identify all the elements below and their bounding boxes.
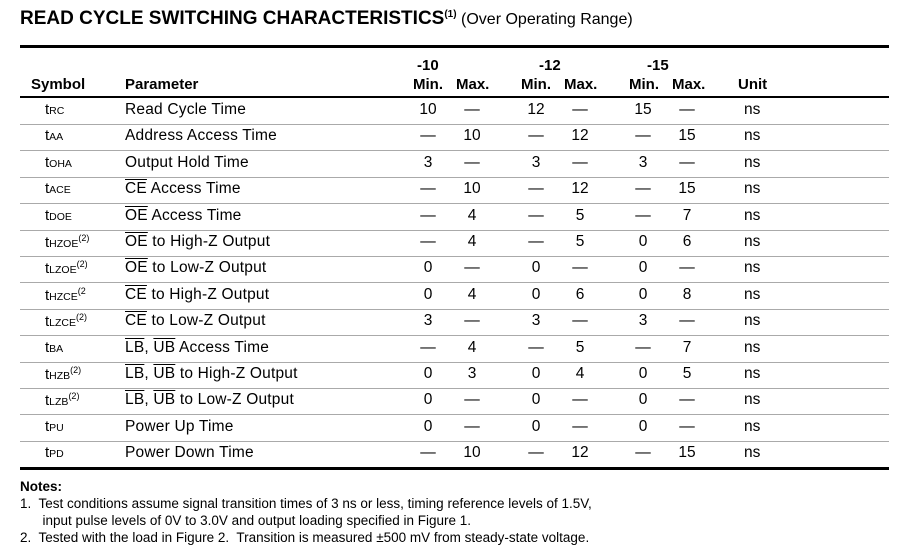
max-value: 5 <box>575 338 585 356</box>
min-value: 3 <box>531 153 541 171</box>
symbol-t: t <box>45 101 50 118</box>
min-value: 0 <box>423 417 433 435</box>
note-1-line-2: input pulse levels of 0V to 3.0V and output loading specified in Figure 1. <box>20 513 472 528</box>
symbol-t: t <box>45 153 50 171</box>
table-row <box>20 415 889 441</box>
min-value: 0 <box>638 417 648 435</box>
table-row <box>20 124 889 150</box>
title-footnote-ref: (1) <box>444 9 457 20</box>
max-value: 15 <box>678 180 696 198</box>
max-value: 6 <box>575 285 585 303</box>
max-value: — <box>572 259 588 277</box>
symbol-t: t <box>45 286 50 304</box>
min-value: 0 <box>638 233 648 250</box>
unit-cell: ns <box>744 365 761 382</box>
parameter-cell <box>125 365 298 383</box>
symbol-cell <box>45 154 72 171</box>
header-max-15: Max. <box>672 76 706 93</box>
symbol-t: t <box>45 417 50 435</box>
unit-cell: ns <box>744 338 761 356</box>
parameter-text: , <box>144 391 154 409</box>
active-low-signal: $\overline{CE}$ <box>125 312 147 330</box>
symbol-subscript: HZCE <box>49 290 78 303</box>
parameter-cell <box>125 154 249 172</box>
min-value: 0 <box>638 259 648 277</box>
active-low-signal: $\overline{OE}$ <box>125 206 148 224</box>
symbol-t: t <box>45 260 50 278</box>
active-low-signal: $\overline{OE}$ <box>125 259 148 277</box>
active-low-signal: $\overline{UB}$ <box>153 391 176 409</box>
symbol-cell <box>45 444 64 461</box>
header-min-10: Min. <box>413 76 443 93</box>
parameter-text: Access Time <box>147 206 242 224</box>
max-value: 10 <box>463 127 481 145</box>
min-value: — <box>420 127 436 145</box>
max-value: 4 <box>467 233 477 250</box>
min-value: — <box>635 180 651 198</box>
parameter-text: , <box>144 338 154 356</box>
notes <box>20 478 592 546</box>
unit-cell: ns <box>744 101 761 118</box>
parameter-cell <box>125 418 234 436</box>
unit-cell: ns <box>744 180 761 198</box>
parameter-text: to Low-Z Output <box>175 391 294 409</box>
max-value: — <box>464 259 480 277</box>
table-row <box>20 204 889 230</box>
symbol-subscript: HZB <box>49 370 71 382</box>
unit-cell: ns <box>744 206 761 224</box>
min-value: 10 <box>419 101 437 118</box>
parameter-text: to High-Z Output <box>146 285 270 303</box>
min-value: 3 <box>638 312 648 330</box>
max-value: 12 <box>571 444 589 462</box>
min-value: 0 <box>423 391 433 409</box>
unit-cell: ns <box>744 285 761 303</box>
symbol-t: t <box>45 392 50 410</box>
note-2: 2. Tested with the load in Figure 2. Transition is measured ±500 mV from steady-state voltage. <box>20 530 590 545</box>
max-value: 10 <box>463 180 481 198</box>
max-value: — <box>679 101 695 118</box>
symbol-cell <box>45 286 86 304</box>
symbol-subscript: ACE <box>49 184 71 197</box>
parameter-text: to Low-Z Output <box>147 259 267 277</box>
max-value: — <box>464 101 480 118</box>
bottom-rule <box>20 467 889 470</box>
max-value: — <box>679 259 695 277</box>
symbol-cell <box>45 259 88 277</box>
min-value: — <box>420 338 436 356</box>
symbol-cell <box>45 127 63 144</box>
symbol-cell <box>45 101 64 118</box>
symbol-cell <box>45 365 81 383</box>
symbol-footnote-ref: (2 <box>77 285 86 296</box>
symbol-cell <box>45 233 89 251</box>
max-value: — <box>679 312 695 330</box>
max-value: — <box>679 153 695 171</box>
min-value: 0 <box>531 417 541 435</box>
parameter-text: Read Cycle Time <box>125 101 247 118</box>
max-value: 4 <box>467 285 477 303</box>
table-row <box>20 256 889 282</box>
unit-cell: ns <box>744 444 761 462</box>
symbol-subscript: LZB <box>49 396 69 409</box>
parameter-cell <box>125 207 242 225</box>
parameter-cell <box>125 101 246 119</box>
max-value: 5 <box>575 206 585 224</box>
max-value: 15 <box>678 444 696 462</box>
parameter-cell <box>125 233 270 251</box>
max-value: — <box>572 153 588 171</box>
table-row <box>20 177 889 203</box>
speed-grade-15: -15 <box>647 57 669 74</box>
symbol-t: t <box>45 366 50 383</box>
min-value: 3 <box>531 312 541 330</box>
symbol-subscript: LZCE <box>49 317 77 330</box>
min-value: 0 <box>638 365 648 382</box>
symbol-footnote-ref: (2) <box>68 391 80 402</box>
symbol-cell <box>45 391 79 409</box>
min-value: 0 <box>423 259 433 277</box>
unit-cell: ns <box>744 312 761 330</box>
min-value: 12 <box>527 101 545 118</box>
active-low-signal: $\overline{CE}$ <box>125 285 147 303</box>
header-min-15: Min. <box>629 76 659 93</box>
max-value: 8 <box>682 285 692 303</box>
symbol-t: t <box>45 338 50 356</box>
max-value: — <box>464 417 480 435</box>
min-value: — <box>635 206 651 224</box>
symbol-t: t <box>45 206 50 224</box>
symbol-footnote-ref: (2) <box>76 312 88 323</box>
min-value: — <box>635 444 651 462</box>
min-value: — <box>528 127 544 145</box>
notes-title: Notes: <box>20 479 63 494</box>
max-value: 6 <box>682 233 692 250</box>
parameter-text: , <box>144 365 154 382</box>
symbol-subscript: PU <box>49 421 64 434</box>
min-value: — <box>528 180 544 198</box>
parameter-cell <box>125 339 269 357</box>
symbol-subscript: DOE <box>49 210 72 223</box>
symbol-footnote-ref: (2) <box>78 233 90 243</box>
note-1-line-1: 1. Test conditions assume signal transition times of 3 ns or less, timing reference levels of 1.5V, <box>20 496 592 511</box>
max-value: 4 <box>467 206 477 224</box>
symbol-cell <box>45 418 64 435</box>
min-value: — <box>420 444 436 462</box>
unit-cell: ns <box>744 417 761 435</box>
speed-grade-10: -10 <box>417 57 439 74</box>
min-value: 0 <box>531 285 541 303</box>
unit-cell: ns <box>744 153 761 171</box>
symbol-cell <box>45 207 72 224</box>
symbol-t: t <box>45 444 50 462</box>
table-row <box>20 362 889 388</box>
min-value: 3 <box>423 312 433 330</box>
min-value: — <box>528 233 544 250</box>
parameter-text: to High-Z Output <box>147 233 271 250</box>
min-value: 15 <box>634 101 652 118</box>
header-min-12: Min. <box>521 76 551 93</box>
min-value: 3 <box>423 153 433 171</box>
title-main: READ CYCLE SWITCHING CHARACTERISTICS <box>20 8 445 29</box>
active-low-signal: $\overline{OE}$ <box>125 233 148 250</box>
parameter-cell <box>125 180 241 198</box>
parameter-text: Power Up Time <box>125 417 234 435</box>
min-value: — <box>528 444 544 462</box>
parameter-cell <box>125 259 266 277</box>
symbol-cell <box>45 180 71 197</box>
min-value: 0 <box>638 285 648 303</box>
active-low-signal: $\overline{CE}$ <box>125 180 147 198</box>
unit-cell: ns <box>744 259 761 277</box>
table-row <box>20 336 889 362</box>
table-row <box>20 309 889 335</box>
min-value: — <box>420 233 436 250</box>
parameter-text: to Low-Z Output <box>146 312 266 330</box>
max-value: — <box>464 391 480 409</box>
parameter-text: Output Hold Time <box>125 153 249 171</box>
title-subtitle: (Over Operating Range) <box>461 11 633 28</box>
parameter-text: Access Time <box>146 180 241 198</box>
symbol-footnote-ref: (2) <box>76 259 88 270</box>
header-unit: Unit <box>738 76 768 93</box>
parameter-text: Power Down Time <box>125 444 254 462</box>
active-low-signal: $\overline{LB}$ <box>125 365 145 382</box>
min-value: 0 <box>531 391 541 409</box>
unit-cell: ns <box>744 233 761 250</box>
active-low-signal: $\overline{LB}$ <box>125 338 145 356</box>
table-row <box>20 283 889 309</box>
max-value: 7 <box>682 338 692 356</box>
max-value: 5 <box>682 365 692 382</box>
top-rule <box>20 45 889 48</box>
max-value: 5 <box>575 233 585 250</box>
symbol-t: t <box>45 234 50 251</box>
symbol-cell <box>45 339 63 356</box>
max-value: — <box>572 101 588 118</box>
min-value: — <box>635 127 651 145</box>
parameter-text: Address Access Time <box>125 127 277 145</box>
symbol-subscript: BA <box>49 342 64 355</box>
max-value: 4 <box>575 365 585 382</box>
symbol-subscript: AA <box>49 131 64 144</box>
min-value: — <box>420 180 436 198</box>
active-low-signal: $\overline{UB}$ <box>153 365 176 382</box>
parameter-cell <box>125 312 266 330</box>
header-symbol: Symbol <box>31 76 86 93</box>
active-low-signal: $\overline{LB}$ <box>125 391 145 409</box>
table-row <box>20 98 889 124</box>
max-value: 12 <box>571 127 589 145</box>
header-parameter: Parameter <box>125 76 199 93</box>
symbol-subscript: HZOE <box>49 238 79 250</box>
table-row <box>20 388 889 414</box>
max-value: 15 <box>678 127 696 145</box>
parameter-cell <box>125 391 294 409</box>
max-value: — <box>572 417 588 435</box>
symbol-subscript: RC <box>49 105 65 117</box>
unit-cell: ns <box>744 127 761 145</box>
header-max-10: Max. <box>456 76 490 93</box>
parameter-text: Access Time <box>175 338 270 356</box>
symbol-t: t <box>45 313 50 331</box>
max-value: 7 <box>682 206 692 224</box>
max-value: 3 <box>467 365 477 382</box>
symbol-t: t <box>45 127 50 145</box>
parameter-text: to High-Z Output <box>175 365 298 382</box>
max-value: — <box>572 391 588 409</box>
table-row <box>20 441 889 467</box>
max-value: — <box>464 312 480 330</box>
speed-grade-12: -12 <box>539 57 561 74</box>
min-value: 0 <box>423 285 433 303</box>
max-value: — <box>679 391 695 409</box>
min-value: — <box>420 206 436 224</box>
min-value: — <box>528 206 544 224</box>
symbol-t: t <box>45 180 50 198</box>
min-value: — <box>635 338 651 356</box>
max-value: — <box>464 153 480 171</box>
parameter-cell <box>125 286 269 304</box>
table-title <box>20 8 633 30</box>
max-value: 12 <box>571 180 589 198</box>
min-value: 0 <box>531 259 541 277</box>
symbol-footnote-ref: (2) <box>70 365 82 375</box>
symbol-subscript: OHA <box>49 157 72 170</box>
symbol-subscript: LZOE <box>49 264 77 277</box>
max-value: — <box>679 417 695 435</box>
max-value: — <box>572 312 588 330</box>
max-value: 4 <box>467 338 477 356</box>
parameter-cell <box>125 444 254 462</box>
symbol-cell <box>45 312 87 330</box>
min-value: — <box>528 338 544 356</box>
table-row <box>20 230 889 256</box>
max-value: 10 <box>463 444 481 462</box>
active-low-signal: $\overline{UB}$ <box>153 338 176 356</box>
min-value: 0 <box>531 365 541 382</box>
parameter-cell <box>125 127 277 145</box>
min-value: 0 <box>638 391 648 409</box>
unit-cell: ns <box>744 391 761 409</box>
min-value: 3 <box>638 153 648 171</box>
symbol-subscript: PD <box>49 448 64 461</box>
table-row <box>20 151 889 177</box>
min-value: 0 <box>423 365 433 382</box>
header-max-12: Max. <box>564 76 598 93</box>
